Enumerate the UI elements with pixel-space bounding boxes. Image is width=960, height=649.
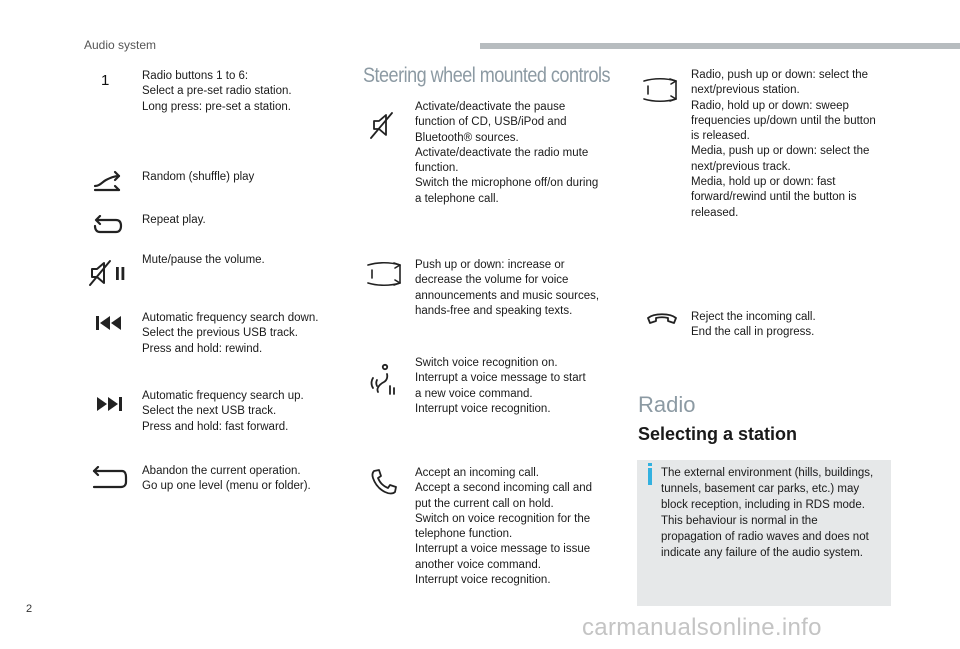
voice-recognition-text: Switch voice recognition on. Interrupt a voice message to start a new voice command. Interrupt voice recognition. [415,357,586,415]
steering-controls-title: Steering wheel mounted controls [363,64,611,87]
return-text: Abandon the current operation. Go up one level (menu or folder). [142,465,311,493]
reject-call-text: Reject the incoming call. End the call in progress. [691,311,816,339]
shuffle-text: Random (shuffle) play [142,171,255,183]
info-box-text: The external environment (hills, buildings, tunnels, basement car parks, etc.) may block reception, including in RDS mode. This behaviour is normal in the propagation of radio waves and does not indicate any failure of the audio system. [661,467,874,559]
repeat-text: Repeat play. [142,214,206,226]
skip-forward-icon [94,394,124,414]
info-icon [648,463,652,466]
volume-text: Push up or down: increase or decrease the volume for voice announcements and music sources, hands-free and speaking texts. [415,259,600,317]
page-number: 2 [26,603,33,615]
voice-recognition-icon [368,362,398,396]
mute-icon [368,110,398,140]
number-one-icon: 1 [101,72,110,89]
selecting-station-heading: Selecting a station [638,424,798,444]
skip-back-text: Automatic frequency search down. Select the previous USB track. Press and hold: rewind. [142,312,319,355]
skip-forward-text: Automatic frequency search up. Select the next USB track. Press and hold: fast forward. [142,390,304,433]
thumbwheel-icon [640,75,682,105]
mute-pause-text: Mute/pause the volume. [142,254,265,266]
header-bar [480,43,960,49]
pause-function-text: Activate/deactivate the pause function of CD, USB/iPod and Bluetooth® sources. Activate/deactivate the radio mute function. Switch the microphone off/on during a telephone call. [415,101,599,205]
shuffle-icon [92,168,124,196]
section-label: Audio system [84,38,157,52]
accept-call-text: Accept an incoming call. Accept a second incoming call and put the current call on hold. Switch on voice recognition for the telephone function. Interrupt a voice message to issue another voice command. Interrupt voice recognition. [415,467,593,587]
info-icon-bar [648,468,652,485]
radio-heading: Radio [638,392,696,417]
mute-pause-icon [88,258,128,288]
return-icon [88,466,128,492]
phone-hangup-icon [645,310,679,330]
radio-buttons-text: Radio buttons 1 to 6: Select a pre-set radio station. Long press: pre-set a station. [142,70,292,113]
volume-wheel-icon [364,259,404,289]
skip-back-icon [94,313,124,333]
phone-answer-icon [369,467,399,497]
watermark: carmanualsonline.info [582,614,822,641]
thumbwheel-text: Radio, push up or down: select the next/previous station. Radio, hold up or down: sweep frequencies up/down until the button is released. Media, push up or down: select the next/previous track. Media, hold up or down: fast forward/rewind until the button is released. [691,69,876,219]
repeat-icon [92,215,124,237]
